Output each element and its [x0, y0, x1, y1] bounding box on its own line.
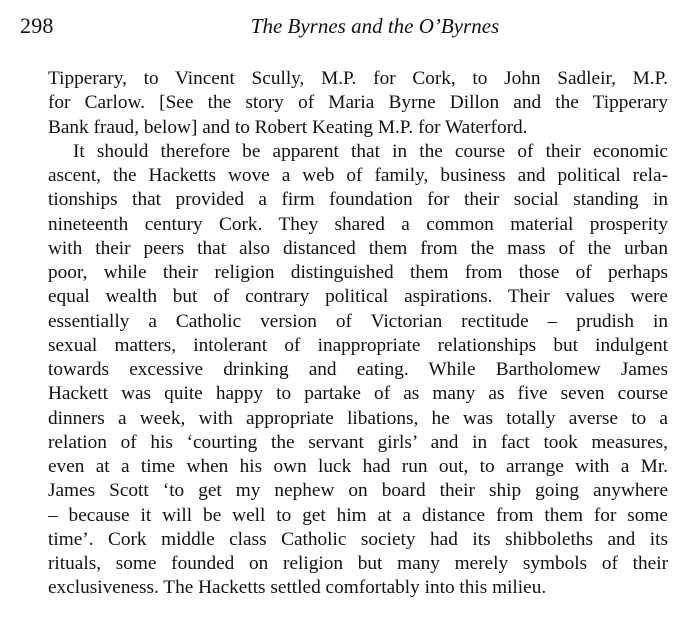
- text-line: Tipperary, to Vincent Scully, M.P. for Cork, to John Sadleir, M.P.: [48, 68, 668, 89]
- text-line: It should therefore be apparent that in the course of their economic: [73, 140, 668, 162]
- page-number: 298: [20, 13, 54, 38]
- text-line: relation of his ‘courting the servant girls’ and in fact took measures,: [48, 431, 668, 453]
- text-line: dinners a week, with appropriate libations, he was totally averse to a: [48, 407, 668, 429]
- text-line: sexual matters, intolerant of inappropriate relationships but indulgent: [48, 334, 668, 356]
- text-line: towards excessive drinking and eating. While Bartholomew James: [48, 359, 668, 380]
- body-text: [48, 67, 668, 601]
- text-line: Hackett was quite happy to partake of as many as five seven course: [48, 383, 668, 405]
- text-line: exclusiveness. The Hacketts settled comfortably into this milieu.: [48, 577, 547, 599]
- text-line: nineteenth century Cork. They shared a common material prosperity: [48, 213, 668, 235]
- text-line: – because it will be well to get him at a distance from them for some: [48, 504, 668, 526]
- text-line: with their peers that also distanced them from the mass of the urban: [48, 237, 668, 259]
- running-title: The Byrnes and the O’Byrnes: [250, 14, 500, 38]
- text-line: even at a time when his own luck had run out, to arrange with a Mr.: [48, 456, 668, 477]
- text-line: essentially a Catholic version of Victorian rectitude – prudish in: [48, 310, 668, 332]
- text-line: time’. Cork middle class Catholic society had its shibboleths and its: [48, 528, 668, 550]
- text-line: tionships that provided a firm foundation for their social standing in: [48, 189, 668, 211]
- text-line: equal wealth but of contrary political aspirations. Their values were: [48, 286, 668, 308]
- text-line: ascent, the Hacketts wove a web of family, business and political rela-: [48, 165, 668, 186]
- text-line: Bank fraud, below] and to Robert Keating M.P. for Waterford.: [48, 116, 528, 138]
- text-line: poor, while their religion distinguished them from those of perhaps: [48, 262, 668, 283]
- text-line: James Scott ‘to get my nephew on board their ship going anywhere: [48, 480, 668, 502]
- text-line: rituals, some founded on religion but many merely symbols of their: [48, 553, 668, 574]
- text-line: for Carlow. [See the story of Maria Byrne Dillon and the Tipperary: [48, 92, 668, 114]
